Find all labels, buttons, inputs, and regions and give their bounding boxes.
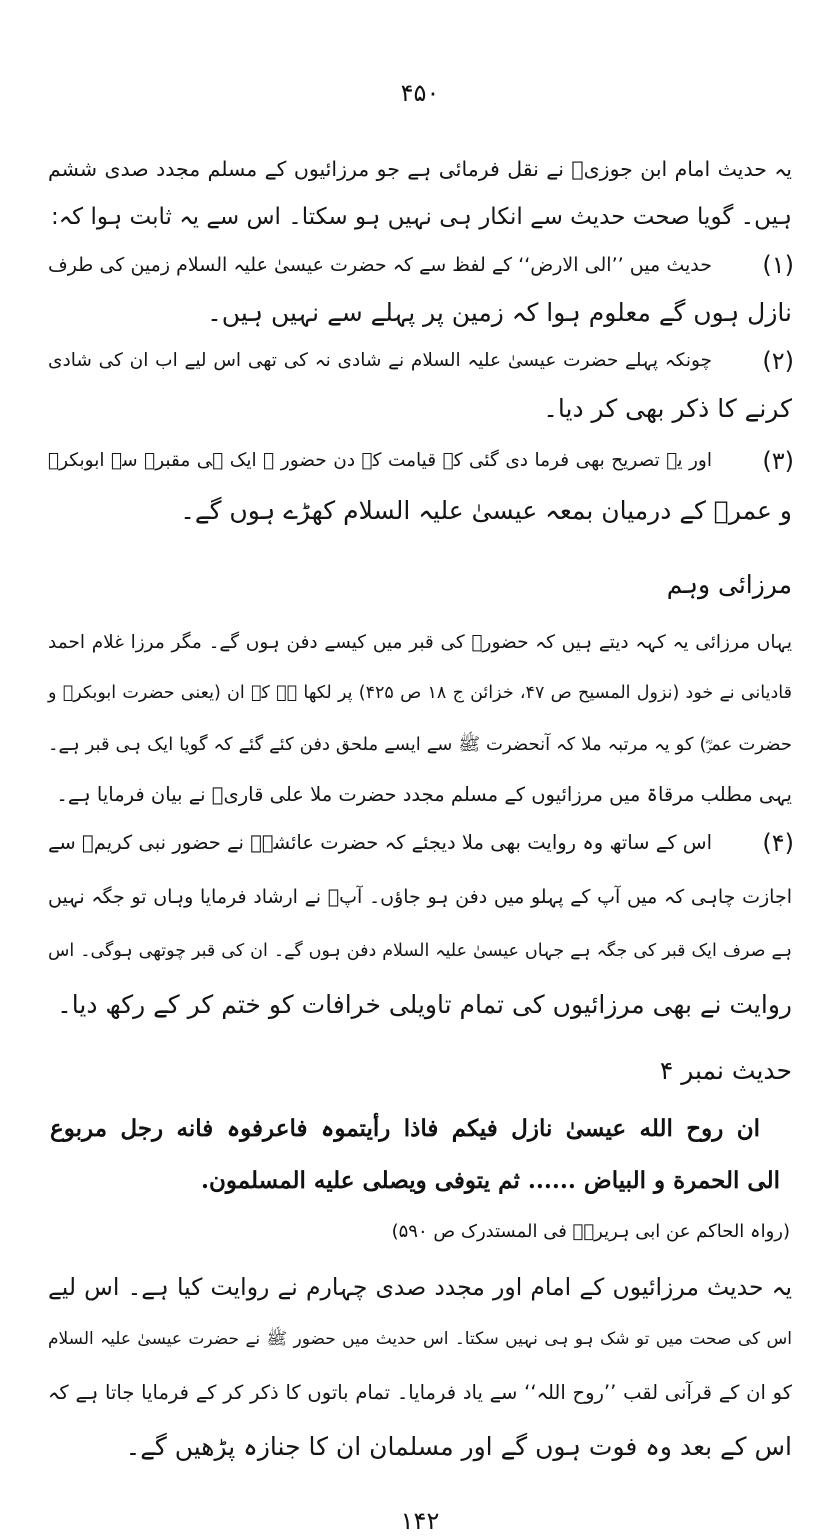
point-3-line-2: و عمرؓ کے درمیان بمعہ عیسیٰ علیہ السلام کھڑے ہوں گے۔ xyxy=(180,496,792,525)
hadith-reference: (رواہ الحاکم عن ابی ہریرہؓ فی المستدرک ص ۵۹۰) xyxy=(391,1221,790,1242)
point-3-line-1: اور یہ تصریح بھی فرما دی گئی کہ قیامت کے دن حضور ﷺ ایک ہی مقبرے سے ابوبکرؓ xyxy=(48,450,712,471)
point-4-number: (۴) xyxy=(762,829,794,857)
point-2-line-2: کرنے کا ذکر بھی کر دیا۔ xyxy=(543,394,792,423)
point-3-number: (۳) xyxy=(762,447,794,475)
intro-line-2: ہیں۔ گویا صحت حدیث سے انکار ہی نہیں ہو سکتا۔ اس سے یہ ثابت ہوا کہ: xyxy=(50,204,792,230)
commentary-line-3: کو ان کے قرآنی لقب ’’روح اللہ‘‘ سے یاد فرمایا۔ تمام باتوں کا ذکر کر کے فرمایا جاتا ہے کہ xyxy=(48,1381,792,1404)
point-4-line-2: اجازت چاہی کہ میں آپ کے پہلو میں دفن ہو جاؤں۔ آپؐ نے ارشاد فرمایا وہاں تو جگہ نہیں xyxy=(48,886,792,908)
point-1-line-1: حدیث میں ’’الی الارض‘‘ کے لفظ سے کہ حضرت عیسیٰ علیہ السلام زمین کی طرف xyxy=(48,254,712,276)
intro-line-1: یہ حدیث امام ابن جوزیؒ نے نقل فرمائی ہے جو مرزائیوں کے مسلم مجدد صدی ششم xyxy=(48,157,792,181)
commentary-line-2: اس کی صحت میں تو شک ہو ہی نہیں سکتا۔ اس حدیث میں حضور ﷺ نے حضرت عیسیٰ علیہ السلام xyxy=(48,1329,792,1349)
point-4-line-1: اس کے ساتھ وہ روایت بھی ملا دیجئے کہ حضرت عائشہؓ نے حضور نبی کریمؐ سے xyxy=(48,831,712,854)
mirzai-line-3: حضرت عمرؓ) کو یہ مرتبہ ملا کہ آنحضرت ﷺ سے ایسے ملحق دفن کئے گئے کہ گویا ایک ہی قبر ہے۔ xyxy=(48,734,792,755)
commentary-line-1: یہ حدیث مرزائیوں کے امام اور مجدد صدی چہارم نے روایت کیا ہے۔ اس لیے xyxy=(48,1273,792,1301)
section-heading-mirzai-wahm: مرزائی وہم xyxy=(666,570,792,599)
page-number-top: ۴۵۰ xyxy=(400,79,440,107)
mirzai-line-4: یہی مطلب مرقاۃ میں مرزائیوں کے مسلم مجدد حضرت ملا علی قاریؒ نے بیان فرمایا ہے۔ xyxy=(56,783,792,806)
section-heading-hadith-4: حدیث نمبر ۴ xyxy=(659,1056,792,1085)
arabic-hadith-line-1: ان روح الله عیسیٰ نازل فیکم فاذا رأیتموہ فاعرفوہ فانه رجل مربوع xyxy=(50,1115,760,1142)
point-1-number: (۱) xyxy=(762,251,794,279)
point-2-line-1: چونکہ پہلے حضرت عیسیٰ علیہ السلام نے شادی نہ کی تھی اس لیے اب ان کی شادی xyxy=(48,350,712,371)
point-4-line-4: روایت نے بھی مرزائیوں کی تمام تاویلی خرافات کو ختم کر کے رکھ دیا۔ xyxy=(57,990,792,1019)
point-2-number: (۲) xyxy=(762,347,794,375)
commentary-line-4: اس کے بعد وہ فوت ہوں گے اور مسلمان ان کا جنازہ پڑھیں گے۔ xyxy=(125,1432,792,1461)
arabic-hadith-line-2: الی الحمرة و البیاض ...... ثم یتوفی ویصلی علیه المسلمون. xyxy=(200,1167,780,1194)
mirzai-line-1: یہاں مرزائی یہ کہہ دیتے ہیں کہ حضورؐ کی قبر میں کیسے دفن ہوں گے۔ مگر مرزا غلام احمد xyxy=(48,632,792,653)
point-1-line-2: نازل ہوں گے معلوم ہوا کہ زمین پر پہلے سے نہیں ہیں۔ xyxy=(207,298,792,327)
mirzai-line-2: قادیانی نے خود (نزول المسیح ص ۴۷، خزائن ج ۱۸ ص ۴۲۵) پر لکھا ہے کہ ان (یعنی حضرت ابوبکرؓ و xyxy=(48,683,792,703)
point-4-line-3: ہے صرف ایک قبر کی جگہ ہے جہاں عیسیٰ علیہ السلام دفن ہوں گے۔ ان کی قبر چوتھی ہوگی۔ اس xyxy=(48,941,792,961)
page-number-bottom: ۱۴۲ xyxy=(400,1507,440,1535)
